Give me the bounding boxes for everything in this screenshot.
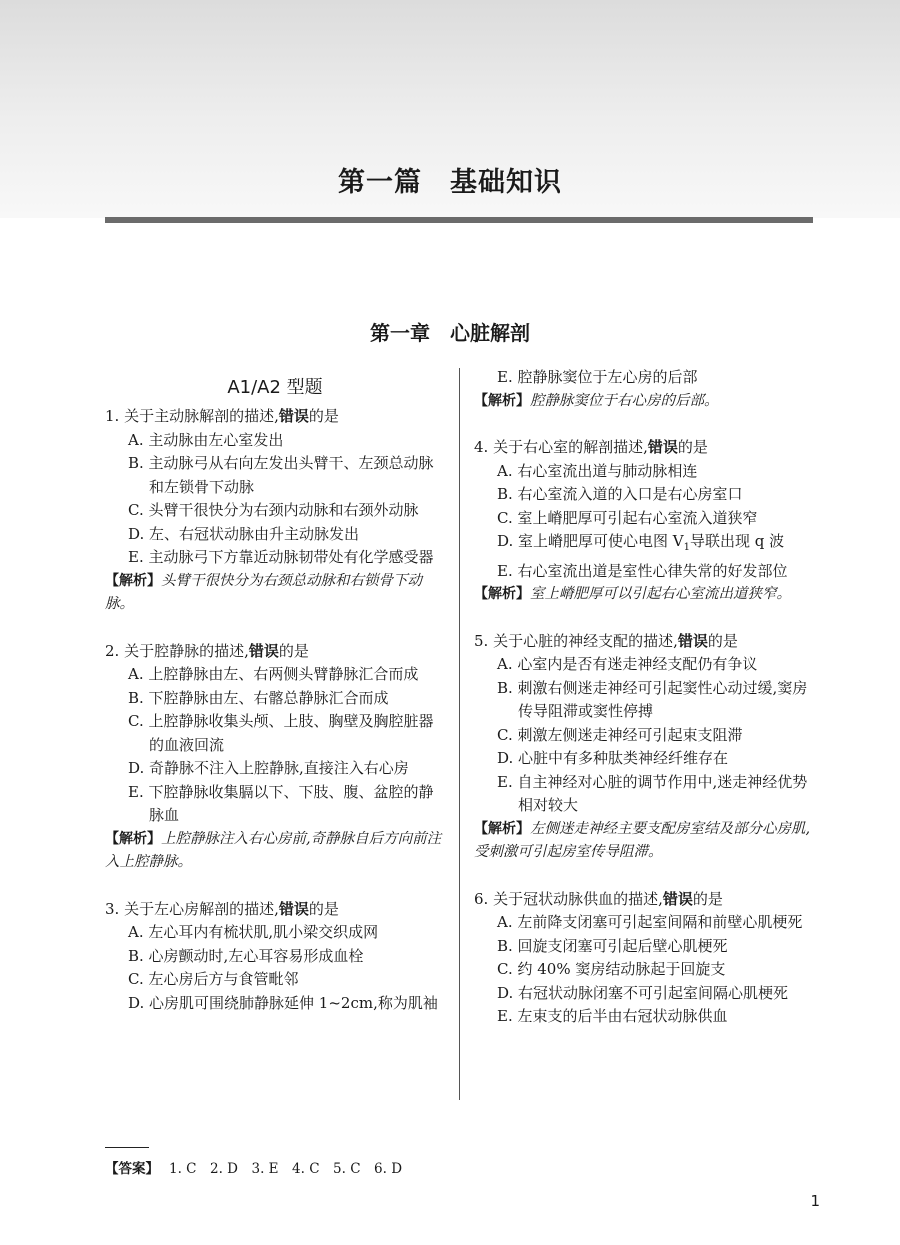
analysis: 【解析】头臂干很快分为右颈总动脉和右锁骨下动脉。	[105, 572, 422, 612]
option: A. 左心耳内有梳状肌,肌小梁交织成网	[128, 923, 379, 941]
analysis: 【解析】腔静脉窦位于右心房的后部。	[474, 392, 719, 409]
option: E. 主动脉弓下方靠近动脉韧带处有化学感受器	[128, 548, 434, 566]
option: D. 心房肌可围绕肺静脉延伸 1~2cm,称为肌袖	[128, 993, 438, 1012]
answer-key-values: 1. C 2. D 3. E 4. C 5. C 6. D	[169, 1161, 403, 1177]
left-column	[105, 366, 445, 1015]
option: B. 刺激右侧迷走神经可引起窦性心动过缓,窦房传导阻滞或窦性停搏	[497, 678, 808, 720]
question-stem: 3. 关于左心房解剖的描述,错误的是	[105, 899, 339, 918]
option: C. 室上嵴肥厚可引起右心室流入道狭窄	[497, 508, 758, 527]
question-stem: 5. 关于心脏的神经支配的描述,错误的是	[474, 631, 738, 650]
option: C. 上腔静脉收集头颅、上肢、胸壁及胸腔脏器的血液回流	[128, 712, 434, 754]
question-3-continued	[474, 366, 819, 413]
question-6	[474, 888, 819, 1029]
question-stem: 2. 关于腔静脉的描述,错误的是	[105, 641, 309, 660]
option: E. 自主神经对心脏的调节作用中,迷走神经优势相对较大	[497, 772, 808, 814]
option: E. 右心室流出道是室性心律失常的好发部位	[497, 561, 788, 580]
option: B. 回旋支闭塞可引起后壁心肌梗死	[497, 936, 728, 955]
option: B. 下腔静脉由左、右髂总静脉汇合而成	[128, 688, 389, 707]
option: E. 下腔静脉收集膈以下、下肢、腹、盆腔的静脉血	[128, 782, 434, 824]
option: D. 奇静脉不注入上腔静脉,直接注入右心房	[128, 759, 409, 777]
question-4	[474, 436, 819, 607]
right-column	[474, 366, 819, 1029]
question-1	[105, 405, 445, 617]
option: C. 刺激左侧迷走神经可引起束支阻滞	[497, 725, 743, 744]
option: A. 主动脉由左心室发出	[128, 430, 284, 449]
option: D. 左、右冠状动脉由升主动脉发出	[128, 524, 360, 543]
footnote-rule	[105, 1147, 149, 1148]
page-number: 1	[810, 1192, 820, 1210]
section-title: A1/A2 型题	[227, 377, 323, 398]
column-divider	[459, 368, 460, 1100]
option: B. 心房颤动时,左心耳容易形成血栓	[128, 946, 364, 965]
question-3	[105, 898, 445, 1016]
analysis: 【解析】左侧迷走神经主要支配房室结及部分心房肌,受刺激可引起房室传导阻滞。	[474, 820, 811, 860]
option: D. 室上嵴肥厚可使心电图 $V_1$导联出现 q 波	[497, 532, 785, 553]
option: B. 右心室流入道的入口是右心房室口	[497, 485, 743, 503]
part-title-rule	[105, 217, 813, 223]
question-stem: 6. 关于冠状动脉供血的描述,错误的是	[474, 889, 723, 908]
option: A. 心室内是否有迷走神经支配仍有争议	[497, 655, 758, 673]
option: A. 上腔静脉由左、右两侧头臂静脉汇合而成	[128, 665, 419, 683]
option: D. 右冠状动脉闭塞不可引起室间隔心肌梗死	[497, 983, 789, 1002]
question-stem: 1. 关于主动脉解剖的描述,错误的是	[105, 407, 339, 425]
chapter-title: 第一章 心脏解剖	[370, 321, 530, 345]
answer-key	[105, 1157, 402, 1177]
option: C. 头臂干很快分为右颈内动脉和右颈外动脉	[128, 501, 419, 519]
analysis: 【解析】室上嵴肥厚可以引起右心室流出道狭窄。	[474, 586, 791, 602]
option: A. 左前降支闭塞可引起室间隔和前壁心肌梗死	[497, 913, 803, 931]
question-5	[474, 630, 819, 865]
option: E. 左束支的后半由右冠状动脉供血	[497, 1007, 728, 1025]
question-stem: 4. 关于右心室的解剖描述,错误的是	[474, 438, 708, 456]
option: A. 右心室流出道与肺动脉相连	[497, 461, 698, 480]
answer-key-label: 【答案】	[105, 1161, 159, 1177]
option: D. 心脏中有多种肽类神经纤维存在	[497, 749, 729, 767]
option: E. 腔静脉窦位于左心房的后部	[497, 368, 698, 386]
option: B. 主动脉弓从右向左发出头臂干、左颈总动脉和左锁骨下动脉	[128, 454, 434, 496]
analysis: 【解析】上腔静脉注入右心房前,奇静脉自后方向前注入上腔静脉。	[105, 830, 442, 870]
option: C. 左心房后方与食管毗邻	[128, 970, 299, 988]
part-title: 第一篇 基础知识	[338, 167, 562, 198]
option: C. 约 40% 窦房结动脉起于回旋支	[497, 960, 726, 978]
question-2	[105, 640, 445, 875]
